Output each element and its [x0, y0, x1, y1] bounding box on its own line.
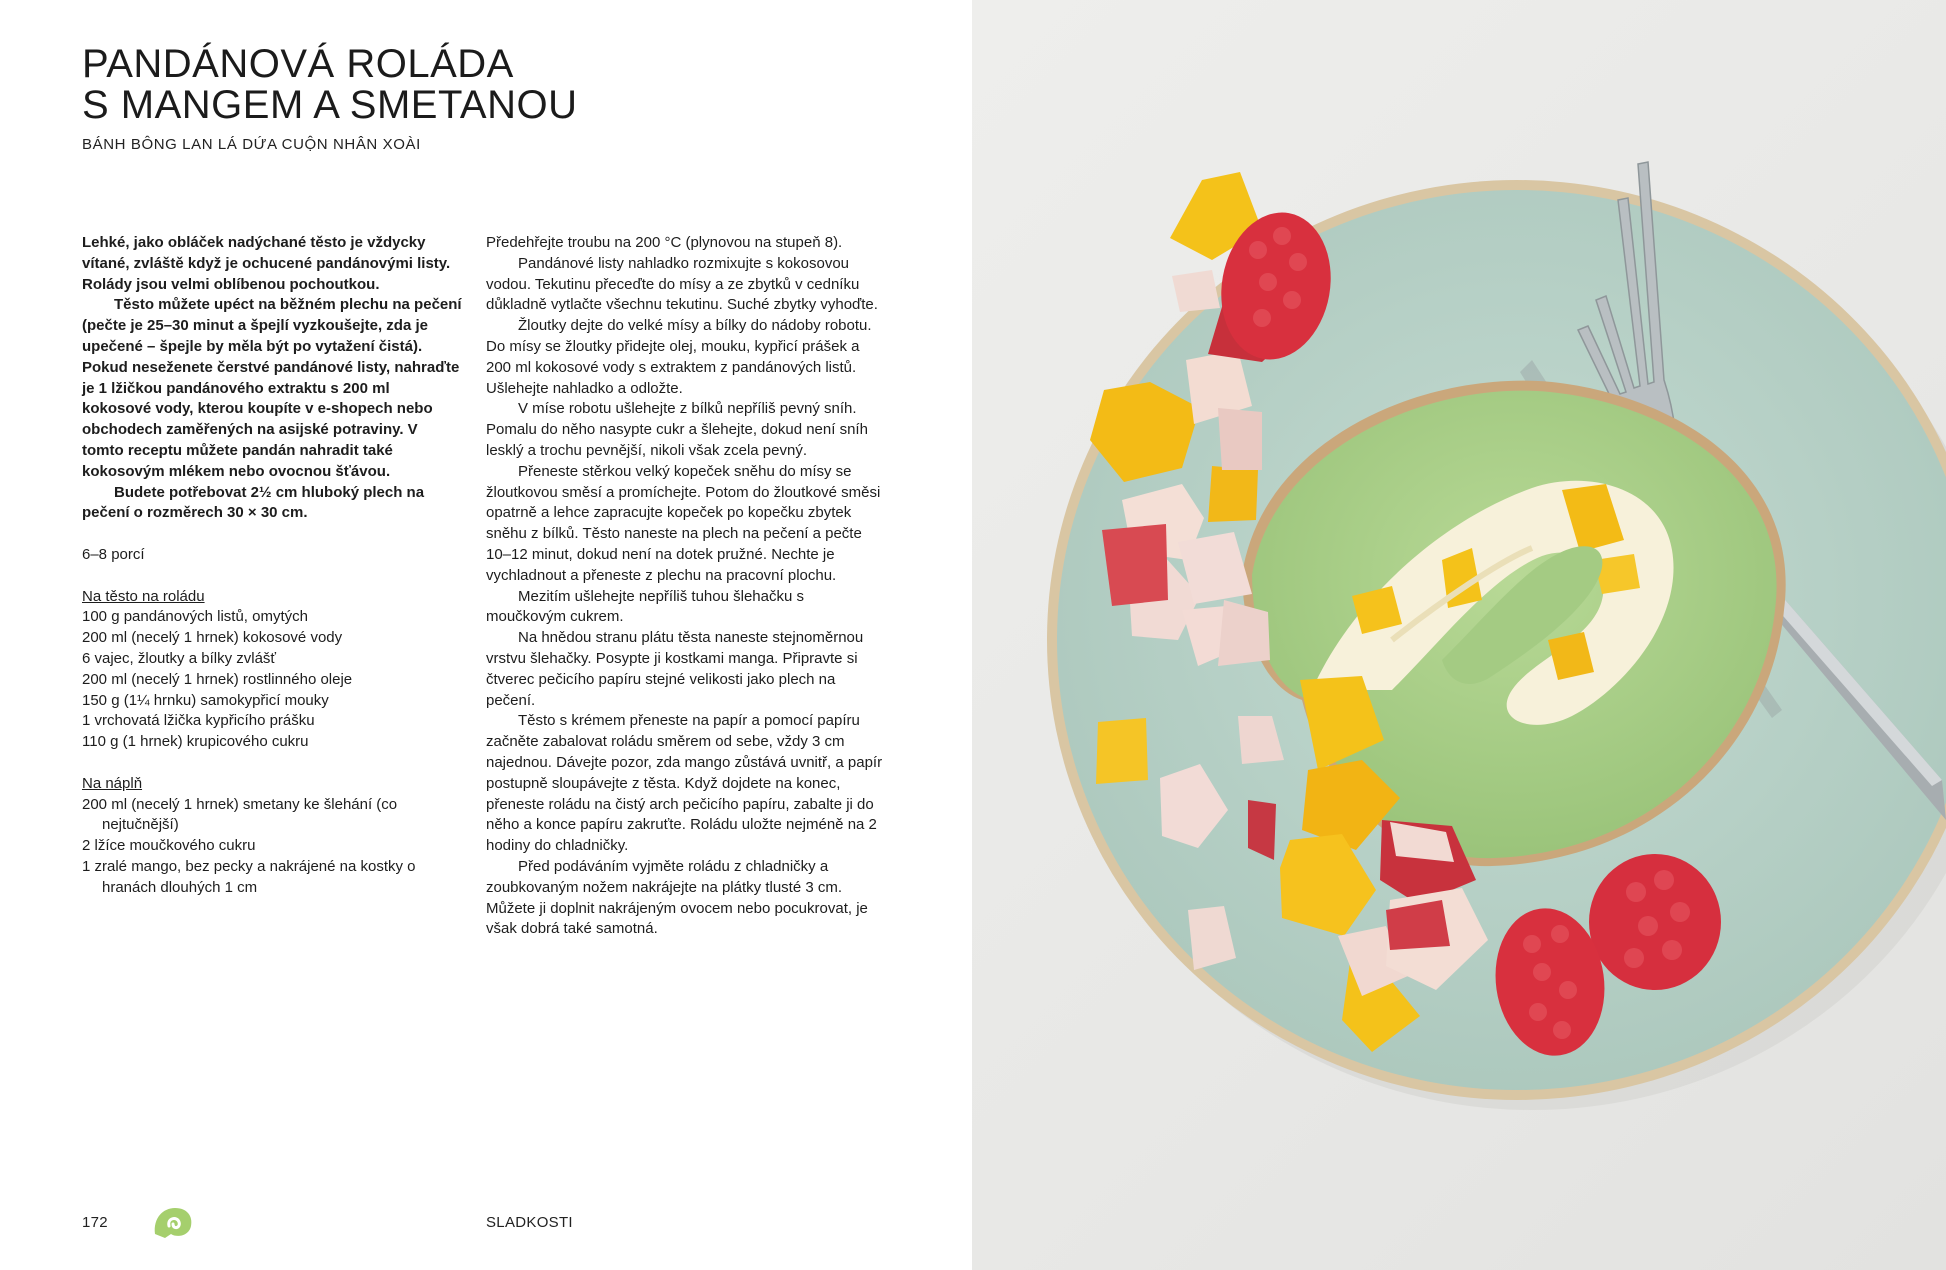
- method-step: V míse robotu ušlehejte z bílků nepříliš pevný sníh. Pomalu do něho nasypte cukr a šlehejte, dokud není sníh lesklý a trochu pevnější, nikoli však zcela pevný.: [486, 400, 868, 459]
- ingredient-item: 200 ml (necelý 1 hrnek) kokosové vody: [82, 629, 343, 647]
- ingredient-item: 100 g pandánových listů, omytých: [82, 608, 308, 626]
- servings: 6–8 porcí: [82, 545, 145, 563]
- ingredient-item: 1 vrchovatá lžička kypřicího prášku: [82, 712, 315, 730]
- recipe-title: [82, 44, 578, 126]
- method-step: Pandánové listy nahladko rozmixujte s kokosovou vodou. Tekutinu přeceďte do mísy a ze zbytků v cedníku důkladně vytlačte všechnu tekutinu. Suché zbytky vyhoďte.: [486, 254, 878, 314]
- leaf-swirl-logo-icon: [151, 1204, 195, 1240]
- method-step: Předehřejte troubu na 200 °C (plynovou na stupeň 8).: [486, 234, 843, 251]
- intro-paragraph: Budete potřebovat 2½ cm hluboký plech na pečení o rozměrech 30 × 30 cm.: [82, 483, 425, 522]
- recipe-subtitle: BÁNH BÔNG LAN LÁ DỨA CUỘN NHÂN XOÀI: [82, 136, 421, 153]
- ingredient-item: 150 g (1¼ hrnku) samokypřicí mouky: [82, 691, 329, 709]
- method-column: [486, 233, 886, 940]
- dish-photo-page: [972, 0, 1946, 1270]
- ingredients-heading-filling: Na náplň: [82, 774, 143, 792]
- ingredient-item: 200 ml (necelý 1 hrnek) rostlinného oleje: [82, 670, 353, 688]
- intro-and-ingredients-column: [82, 233, 462, 899]
- page-number: 172: [82, 1214, 108, 1231]
- recipe-title-line-1: PANDÁNOVÁ ROLÁDA: [82, 42, 514, 86]
- method-step: Na hnědou stranu plátu těsta naneste stejnoměrnou vrstvu šlehačky. Posypte ji kostkami manga. Připravte si čtverec pečicího papíru stejné velikosti jako plech na pečení.: [486, 629, 864, 709]
- ingredient-item: 2 lžíce moučkového cukru: [82, 837, 256, 855]
- intro-paragraph: Lehké, jako obláček nadýchané těsto je vždycky vítané, zvláště když je ochucené pandánovými listy. Rolády jsou velmi oblíbenou pochoutkou.: [82, 234, 451, 293]
- method-step: Mezitím ušlehejte nepříliš tuhou šlehačku s moučkovým cukrem.: [486, 587, 804, 626]
- text-page: [0, 0, 972, 1270]
- ingredient-item: 200 ml (necelý 1 hrnek) smetany ke šlehání (co nejtučnější): [82, 795, 398, 834]
- method-step: Těsto s krémem přeneste na papír a pomocí papíru začněte zabalovat roládu směrem od sebe, vždy 3 cm najednou. Dávejte pozor, zda mango zůstává uvnitř, a papír postupně sloupávejte z těsta. Když dojdete na konec, přeneste roládu na čistý arch pečicího papíru, zabalte ji do něho a konce papíru zakruťte. Roládu uložte nejméně na 2 hodiny do chladničky.: [486, 712, 883, 855]
- ingredient-item: 110 g (1 hrnek) krupicového cukru: [82, 733, 309, 751]
- method-step: Žloutky dejte do velké mísy a bílky do nádoby robotu. Do mísy se žloutky přidejte olej, mouku, kypřicí prášek a 200 ml kokosové vody s extraktem z pandánových listů. Ušlehejte nahladko a odložte.: [486, 317, 872, 397]
- section-name: SLADKOSTI: [486, 1214, 573, 1231]
- ingredient-item: 6 vajec, žloutky a bílky zvlášť: [82, 649, 277, 667]
- dish-photo: [972, 0, 1946, 1270]
- ingredient-item: 1 zralé mango, bez pecky a nakrájené na kostky o hranách dlouhých 1 cm: [82, 857, 416, 896]
- recipe-title-line-2: S MANGEM A SMETANOU: [82, 83, 578, 127]
- method-step: Před podáváním vyjměte roládu z chladničky a zoubkovaným nožem nakrájejte na plátky tlusté 3 cm. Můžete ji doplnit nakrájeným ovocem nebo pocukrovat, je však dobrá také samotná.: [486, 857, 868, 938]
- intro-paragraph: Těsto můžete upéct na běžném plechu na pečení (pečte je 25–30 minut a špejlí vyzkoušejte, zda je upečené – špejle by měla být po vytažení čistá). Pokud neseženete čerstvé pandánové listy, nahraďte je 1 lžičkou pandánového extraktu s 200 ml kokosové vody, kterou koupíte v e-shopech nebo obchodech zaměřených na asijské potraviny. V tomto receptu můžete pandán nahradit také kokosovým mlékem nebo ovocnou šťávou.: [82, 296, 462, 480]
- ingredients-heading-roll: Na těsto na roládu: [82, 587, 205, 605]
- method-step: Přeneste stěrkou velký kopeček sněhu do mísy se žloutkovou směsí a promíchejte. Potom do žloutkové směsi opatrně a lehce zapracujte kopeček po kopečku zbytek sněhu z bílků. Těsto naneste na plech na pečení a pečte 10–12 minut, dokud není na dotek pružné. Nechte je vychladnout a přeneste z plechu na pracovní plochu.: [486, 462, 881, 584]
